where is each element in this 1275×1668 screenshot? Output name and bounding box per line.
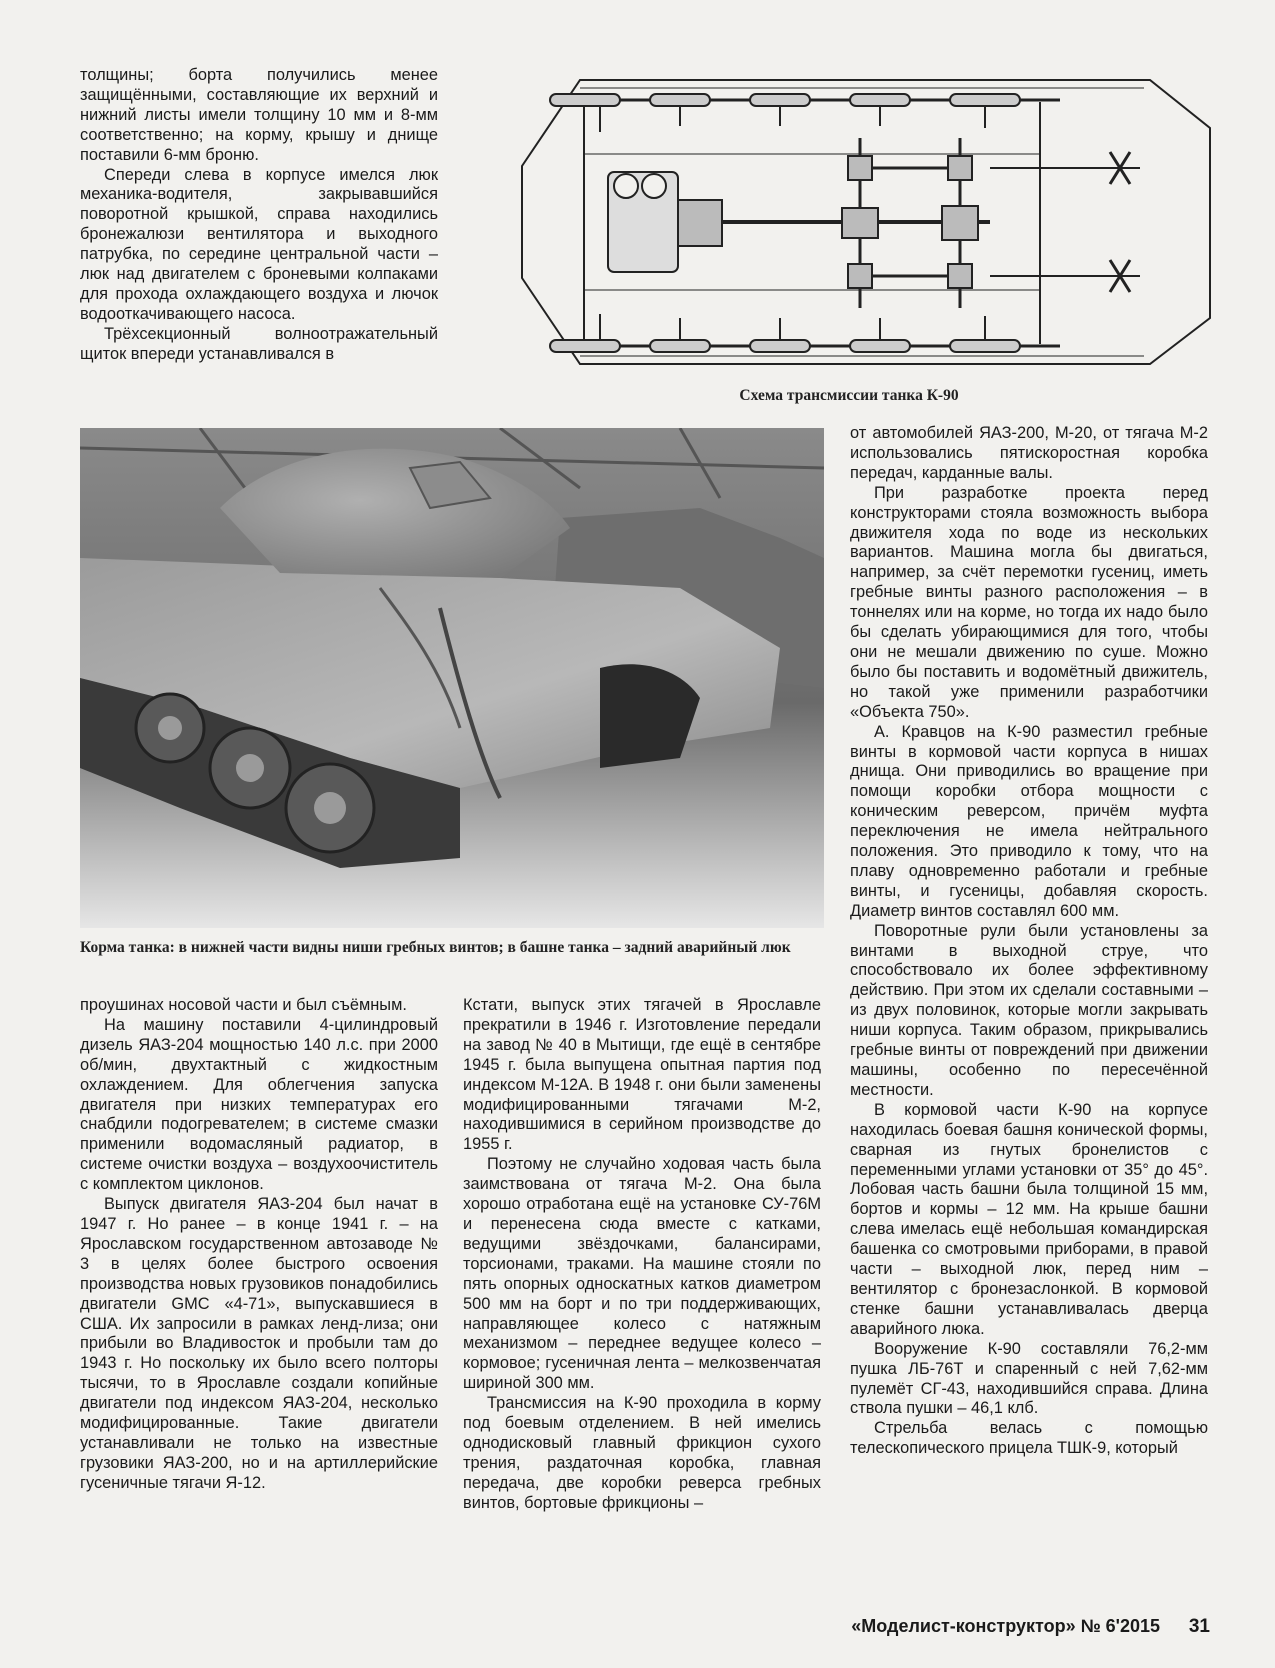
transmission-diagram-drawing	[520, 68, 1214, 376]
transmission-diagram	[520, 68, 1214, 376]
paragraph: Трёхсекционный волноотражательный щиток впереди устанавливался в	[80, 324, 438, 363]
paragraph: Кстати, выпуск этих тягачей в Ярославле прекратили в 1946 г. Изготовление передали на завод № 40 в Мытищи, где ещё в сентябре 1945 г. была выпущена опытная партия под индексом М-12А. В 1948 г. они были заменены модифицированными тягачами М-2, находившимися в серийном производстве до 1955 г.	[463, 996, 821, 1154]
photo-caption: Корма танка: в нижней части видны ниши гребных винтов; в башне танка – задний аварийный люк	[80, 939, 791, 956]
paragraph: В кормовой части К-90 на корпусе находилась боевая башня конической формы, сварная из гнутых бронелистов с переменными углами установки от 35° до 45°. Лобовая часть башни была толщиной 15 мм, бортов и кормы – 12 мм. На крыше башни слева имелась ещё небольшая командирская башенка со смотровыми приборами, в правой части – выходной люк, перед ним – вентилятор с бронезаслонкой. В кормовой стенке башни устанавливалась дверца аварийного люка.	[850, 1100, 1208, 1338]
text-column-bottom-middle	[463, 996, 821, 1514]
page-number: 31	[1188, 1616, 1210, 1637]
text-column-bottom-left	[80, 996, 438, 1494]
tank-photo	[80, 428, 824, 928]
paragraph: Трансмиссия на К-90 проходила в корму под боевым отделением. В ней имелись однодисковый главный фрикцион сухого трения, раздаточная коробка, главная передача, две коробки реверса гребных винтов, бортовые фрикционы –	[463, 1394, 821, 1512]
text-column-top-left	[80, 66, 438, 365]
paragraph: проушинах носовой части и был съёмным.	[80, 996, 407, 1014]
magazine-title: «Моделист-конструктор» № 6'2015	[851, 1616, 1160, 1636]
page-footer	[760, 1616, 1210, 1642]
diagram-caption: Схема трансмиссии танка К-90	[739, 387, 959, 404]
paragraph: толщины; борта получились менее защищёнными, составляющие их верхний и нижний листы имели толщину 10 мм и 8-мм соответственно; на корму, крышу и днище поставили 6-мм броню.	[80, 66, 438, 164]
paragraph: При разработке проекта перед конструкторами стояла возможность выбора движителя хода по воде из нескольких вариантов. Машина могла бы двигаться, например, за счёт перемотки гусениц, иметь гребные винты разного расположения – в тоннелях или на корме, но тогда их надо было бы сделать убирающимися для того, чтобы они не мешали движению по суше. Можно было бы поставить и водомётный движитель, но такой уже применили разработчики «Объекта 750».	[850, 483, 1208, 721]
paragraph: Стрельба велась с помощью телескопического прицела ТШК-9, который	[850, 1419, 1208, 1458]
paragraph: Вооружение К-90 составляли 76,2-мм пушка ЛБ-76Т и спаренный с ней 7,62-мм пулемёт СГ-43, находившийся справа. Длина ствола пушки – 46,1 клб.	[850, 1339, 1208, 1418]
paragraph: Поэтому не случайно ходовая часть была заимствована от тягача М-2. Она была хорошо отработана ещё на установке СУ-76М и перенесена сюда вместе с катками, ведущими звёздочками, балансирами, торсионами, траками. На машине стояли по пять опорных односкатных катков диаметром 500 мм на борт и по три поддерживающих, направляющее колесо с натяжным механизмом – переднее ведущее колесо – кормовое; гусеничная лента – мелкозвенчатая шириной 300 мм.	[463, 1155, 821, 1393]
paragraph: от автомобилей ЯАЗ-200, М-20, от тягача М-2 использовались пятискоростная коробка передач, карданные валы.	[850, 424, 1208, 482]
paragraph: Выпуск двигателя ЯАЗ-204 был начат в 1947 г. Но ранее – в конце 1941 г. – на Ярославском государственном автозаводе № 3 в целях более быстрого освоения производства новых грузовиков понадобились двигатели GMC «4-71», выпускавшиеся в США. Их запросили в рамках ленд-лиза; они прибыли во Владивосток и пробыли там до 1943 г. Но поскольку их было всего полторы тысячи, то в Ярославле создали копийные двигатели под индексом ЯАЗ-204, несколько модифицированные. Такие двигатели устанавливали не только на известные грузовики ЯАЗ-200, но и на артиллерийские гусеничные тягачи Я-12.	[80, 1195, 438, 1492]
paragraph: Спереди слева в корпусе имелся люк механика-водителя, закрывавшийся поворотной крышкой, справа находились бронежалюзи вентилятора и выходного патрубка, по середине центральной части – люк над двигателем с броневыми колпаками для прохода охлаждающего воздуха и лючок водооткачивающего насоса.	[80, 165, 438, 323]
text-column-right	[850, 424, 1208, 1459]
tank-photo-image	[80, 428, 824, 928]
paragraph: Поворотные рули были установлены за винтами в выходной струе, что способствовало их более эффективному действию. При этом их сделали составными – из двух половинок, которые могли закрывать ниши корпуса. Таким образом, прикрывались гребные винты от повреждений при движении машины, особенно по пересечённой местности.	[850, 921, 1208, 1099]
paragraph: На машину поставили 4-цилиндровый дизель ЯАЗ-204 мощностью 140 л.с. при 2000 об/мин, двухтактный с жидкостным охлаждением. Для облегчения запуска двигателя при низких температурах его снабдили подогревателем; в системе смазки применили водомасляный радиатор, в системе очистки воздуха – воздухоочиститель с комплектом циклонов.	[80, 1015, 438, 1194]
paragraph: А. Кравцов на К-90 разместил гребные винты в кормовой части корпуса в нишах днища. Они приводились во вращение при помощи коробки отбора мощности с коническим реверсом, причём муфта переключения не имела нейтрального положения. Это приводило к тому, что на плаву одновременно работали и гребные винты, и гусеницы, добавляя скорость. Диаметр винтов составлял 600 мм.	[850, 722, 1208, 920]
